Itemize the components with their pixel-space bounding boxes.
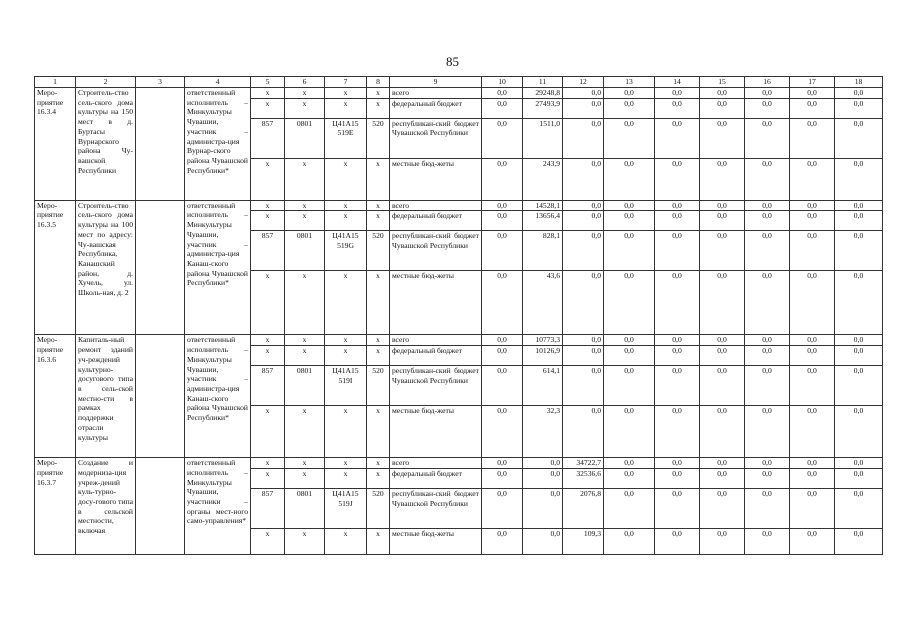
value-cell: 243,9	[523, 158, 563, 200]
funding-source: федеральный бюджет	[390, 98, 482, 118]
code-cell: x	[251, 200, 285, 211]
value-cell: 0,0	[745, 468, 790, 488]
code-cell: x	[367, 458, 390, 469]
value-cell: 0,0	[563, 211, 604, 231]
value-cell: 0,0	[655, 88, 700, 99]
value-cell: 0,0	[563, 406, 604, 458]
value-cell: 0,0	[700, 335, 745, 346]
code-cell: x	[325, 468, 367, 488]
value-cell: 0,0	[700, 118, 745, 158]
code-cell: x	[251, 335, 285, 346]
value-cell: 0,0	[523, 458, 563, 469]
code-cell: 0801	[285, 366, 325, 406]
value-cell: 0,0	[790, 158, 835, 200]
value-cell: 0,0	[835, 88, 883, 99]
value-cell: 0,0	[563, 88, 604, 99]
code-cell: 857	[251, 366, 285, 406]
value-cell: 0,0	[655, 366, 700, 406]
value-cell: 0,0	[482, 88, 523, 99]
value-cell: 0,0	[563, 118, 604, 158]
value-cell: 0,0	[604, 335, 655, 346]
code-cell: x	[251, 88, 285, 99]
event-col3	[136, 200, 185, 335]
value-cell: 0,0	[790, 366, 835, 406]
code-cell: x	[251, 271, 285, 335]
value-cell: 0,0	[604, 406, 655, 458]
value-cell: 0,0	[835, 528, 883, 554]
value-cell: 0,0	[745, 335, 790, 346]
event-col3	[136, 88, 185, 201]
value-cell: 0,0	[604, 98, 655, 118]
code-cell: 0801	[285, 231, 325, 271]
column-header: 3	[136, 77, 185, 88]
value-cell: 0,0	[790, 200, 835, 211]
value-cell: 109,3	[563, 528, 604, 554]
value-cell: 0,0	[655, 458, 700, 469]
funding-source: всего	[390, 88, 482, 99]
code-cell: x	[285, 458, 325, 469]
code-cell: 520	[367, 118, 390, 158]
value-cell: 0,0	[745, 200, 790, 211]
event-executor: ответственный исполнитель – Минкультуры Чувашии, участники – органы мест-ного само-управления*	[185, 458, 251, 555]
value-cell: 32,3	[523, 406, 563, 458]
code-cell: x	[285, 406, 325, 458]
value-cell: 27493,9	[523, 98, 563, 118]
value-cell: 0,0	[700, 468, 745, 488]
code-cell: 857	[251, 488, 285, 528]
value-cell: 10126,9	[523, 346, 563, 366]
value-cell: 0,0	[482, 406, 523, 458]
event-description: Строитель-ство сель-ского дома культуры на 100 мест по адресу: Чу-вашская Республика, Канашский район, д. Хучель, ул. Школь-ная, д. 2	[76, 200, 136, 335]
value-cell: 0,0	[745, 458, 790, 469]
code-cell: x	[325, 200, 367, 211]
value-cell: 0,0	[563, 346, 604, 366]
funding-source: федеральный бюджет	[390, 468, 482, 488]
value-cell: 0,0	[604, 346, 655, 366]
value-cell: 0,0	[482, 468, 523, 488]
funding-source: республикан-ский бюджет Чувашской Республики	[390, 488, 482, 528]
event-description: Создание и модерниза-ция учреж-дений куль-турно-досу-гового типа в сельской местности, включая	[76, 458, 136, 555]
value-cell: 614,1	[523, 366, 563, 406]
value-cell: 0,0	[700, 98, 745, 118]
code-cell: 0801	[285, 488, 325, 528]
value-cell: 0,0	[655, 406, 700, 458]
code-cell: x	[251, 406, 285, 458]
code-cell: 520	[367, 488, 390, 528]
event-executor: ответственный исполнитель – Минкультуры Чувашии, участник – администра-ция Канаш-ского района Чувашской Республики*	[185, 335, 251, 458]
event-col3	[136, 335, 185, 458]
code-cell: 520	[367, 231, 390, 271]
value-cell: 0,0	[700, 211, 745, 231]
value-cell: 0,0	[655, 335, 700, 346]
column-header: 18	[835, 77, 883, 88]
value-cell: 0,0	[835, 98, 883, 118]
value-cell: 0,0	[745, 271, 790, 335]
value-cell: 0,0	[604, 528, 655, 554]
value-cell: 0,0	[604, 211, 655, 231]
table-row	[35, 458, 883, 469]
value-cell: 0,0	[745, 118, 790, 158]
value-cell: 34722,7	[563, 458, 604, 469]
value-cell: 0,0	[604, 231, 655, 271]
code-cell: x	[367, 335, 390, 346]
value-cell: 0,0	[790, 488, 835, 528]
value-cell: 0,0	[482, 118, 523, 158]
value-cell: 0,0	[790, 211, 835, 231]
column-header: 4	[185, 77, 251, 88]
event-number: Меро-приятие 16.3.6	[35, 335, 76, 458]
code-cell: x	[251, 211, 285, 231]
value-cell: 0,0	[482, 488, 523, 528]
code-cell: x	[367, 88, 390, 99]
event-number: Меро-приятие 16.3.7	[35, 458, 76, 555]
value-cell: 0,0	[482, 98, 523, 118]
value-cell: 0,0	[604, 488, 655, 528]
code-cell: x	[285, 88, 325, 99]
code-cell: x	[285, 335, 325, 346]
code-cell: x	[251, 346, 285, 366]
value-cell: 0,0	[700, 366, 745, 406]
column-header: 5	[251, 77, 285, 88]
funding-source: республикан-ский бюджет Чувашской Республики	[390, 366, 482, 406]
column-header: 13	[604, 77, 655, 88]
code-cell: x	[367, 271, 390, 335]
value-cell: 0,0	[655, 528, 700, 554]
value-cell: 0,0	[745, 88, 790, 99]
value-cell: 0,0	[655, 211, 700, 231]
value-cell: 0,0	[523, 488, 563, 528]
code-cell: x	[367, 158, 390, 200]
value-cell: 0,0	[835, 346, 883, 366]
value-cell: 828,1	[523, 231, 563, 271]
code-cell: x	[251, 158, 285, 200]
value-cell: 0,0	[700, 88, 745, 99]
value-cell: 0,0	[604, 458, 655, 469]
column-header: 11	[523, 77, 563, 88]
column-header: 10	[482, 77, 523, 88]
value-cell: 0,0	[835, 118, 883, 158]
column-number-row	[35, 77, 883, 88]
funding-source: республикан-ский бюджет Чувашской Республики	[390, 231, 482, 271]
table-row	[35, 88, 883, 99]
funding-source: республикан-ский бюджет Чувашской Республики	[390, 118, 482, 158]
code-cell: 0801	[285, 118, 325, 158]
column-header: 9	[390, 77, 482, 88]
value-cell: 0,0	[790, 118, 835, 158]
funding-source: федеральный бюджет	[390, 346, 482, 366]
value-cell: 0,0	[835, 468, 883, 488]
value-cell: 0,0	[604, 158, 655, 200]
funding-source: местные бюд-жеты	[390, 406, 482, 458]
column-header: 2	[76, 77, 136, 88]
value-cell: 0,0	[700, 458, 745, 469]
code-cell: x	[285, 211, 325, 231]
event-number: Меро-приятие 16.3.5	[35, 200, 76, 335]
value-cell: 0,0	[835, 488, 883, 528]
value-cell: 0,0	[790, 98, 835, 118]
value-cell: 0,0	[835, 231, 883, 271]
event-col3	[136, 458, 185, 555]
value-cell: 0,0	[745, 528, 790, 554]
value-cell: 0,0	[482, 346, 523, 366]
value-cell: 0,0	[790, 231, 835, 271]
code-cell: x	[367, 468, 390, 488]
value-cell: 0,0	[790, 458, 835, 469]
value-cell: 0,0	[790, 346, 835, 366]
value-cell: 0,0	[700, 231, 745, 271]
value-cell: 0,0	[482, 335, 523, 346]
value-cell: 0,0	[482, 528, 523, 554]
value-cell: 0,0	[835, 271, 883, 335]
value-cell: 0,0	[604, 271, 655, 335]
value-cell: 0,0	[604, 118, 655, 158]
value-cell: 0,0	[745, 366, 790, 406]
code-cell: x	[285, 98, 325, 118]
code-cell: x	[325, 271, 367, 335]
value-cell: 0,0	[655, 200, 700, 211]
value-cell: 0,0	[745, 406, 790, 458]
code-cell: x	[285, 271, 325, 335]
code-cell: x	[285, 158, 325, 200]
value-cell: 0,0	[700, 271, 745, 335]
value-cell: 43,6	[523, 271, 563, 335]
column-header: 7	[325, 77, 367, 88]
code-cell: 520	[367, 366, 390, 406]
value-cell: 0,0	[835, 200, 883, 211]
event-number: Меро-приятие 16.3.4	[35, 88, 76, 201]
value-cell: 0,0	[563, 98, 604, 118]
code-cell: x	[367, 200, 390, 211]
column-header: 17	[790, 77, 835, 88]
value-cell: 0,0	[745, 158, 790, 200]
code-cell: x	[325, 528, 367, 554]
code-cell: 857	[251, 118, 285, 158]
value-cell: 0,0	[482, 458, 523, 469]
value-cell: 0,0	[790, 406, 835, 458]
code-cell: Ц41А15 519J	[325, 488, 367, 528]
value-cell: 0,0	[700, 406, 745, 458]
value-cell: 0,0	[482, 366, 523, 406]
code-cell: x	[285, 200, 325, 211]
code-cell: x	[285, 528, 325, 554]
value-cell: 0,0	[790, 271, 835, 335]
value-cell: 14528,1	[523, 200, 563, 211]
value-cell: 0,0	[790, 88, 835, 99]
page-number: 85	[446, 54, 459, 69]
value-cell: 0,0	[700, 488, 745, 528]
code-cell: x	[285, 346, 325, 366]
value-cell: 0,0	[745, 231, 790, 271]
value-cell: 0,0	[482, 211, 523, 231]
value-cell: 0,0	[745, 98, 790, 118]
value-cell: 0,0	[835, 335, 883, 346]
value-cell: 0,0	[482, 231, 523, 271]
funding-source: местные бюд-жеты	[390, 528, 482, 554]
code-cell: 857	[251, 231, 285, 271]
code-cell: x	[251, 528, 285, 554]
value-cell: 13656,4	[523, 211, 563, 231]
value-cell: 0,0	[700, 528, 745, 554]
funding-source: местные бюд-жеты	[390, 158, 482, 200]
code-cell: x	[325, 158, 367, 200]
value-cell: 32536,6	[563, 468, 604, 488]
value-cell: 0,0	[604, 366, 655, 406]
value-cell: 0,0	[563, 335, 604, 346]
code-cell: x	[325, 458, 367, 469]
event-description: Строитель-ство сель-ского дома культуры на 150 мест в д. Буртасы Вурнарского района Чу-вашской Республики	[76, 88, 136, 201]
value-cell: 0,0	[523, 468, 563, 488]
value-cell: 0,0	[523, 528, 563, 554]
column-header: 1	[35, 77, 76, 88]
value-cell: 0,0	[482, 158, 523, 200]
budget-table	[34, 76, 883, 555]
value-cell: 0,0	[563, 158, 604, 200]
value-cell: 1511,0	[523, 118, 563, 158]
event-description: Капиталь-ный ремонт зданий уч-реждений культурно-досугового типа в сель-ской местно-сти в рамках поддержки отрасли культуры	[76, 335, 136, 458]
code-cell: x	[367, 211, 390, 231]
value-cell: 0,0	[655, 271, 700, 335]
column-header: 12	[563, 77, 604, 88]
value-cell: 0,0	[700, 200, 745, 211]
value-cell: 0,0	[604, 468, 655, 488]
code-cell: x	[251, 98, 285, 118]
value-cell: 0,0	[655, 468, 700, 488]
code-cell: x	[367, 98, 390, 118]
code-cell: x	[367, 528, 390, 554]
value-cell: 0,0	[563, 366, 604, 406]
column-header: 8	[367, 77, 390, 88]
value-cell: 0,0	[790, 335, 835, 346]
value-cell: 0,0	[835, 406, 883, 458]
code-cell: Ц41А15 519Е	[325, 118, 367, 158]
event-executor: ответственный исполнитель – Минкультуры Чувашии, участник – администра-ция Вурнар-ского района Чувашской Республики*	[185, 88, 251, 201]
code-cell: x	[367, 346, 390, 366]
funding-source: местные бюд-жеты	[390, 271, 482, 335]
code-cell: x	[251, 458, 285, 469]
code-cell: x	[251, 468, 285, 488]
column-header: 14	[655, 77, 700, 88]
code-cell: x	[325, 98, 367, 118]
code-cell: x	[285, 468, 325, 488]
value-cell: 0,0	[835, 458, 883, 469]
value-cell: 0,0	[655, 488, 700, 528]
funding-source: всего	[390, 458, 482, 469]
value-cell: 0,0	[655, 118, 700, 158]
column-header: 16	[745, 77, 790, 88]
value-cell: 0,0	[655, 231, 700, 271]
value-cell: 0,0	[482, 200, 523, 211]
funding-source: всего	[390, 200, 482, 211]
column-header: 6	[285, 77, 325, 88]
value-cell: 29248,8	[523, 88, 563, 99]
value-cell: 0,0	[745, 211, 790, 231]
value-cell: 0,0	[563, 200, 604, 211]
funding-source: всего	[390, 335, 482, 346]
value-cell: 0,0	[482, 271, 523, 335]
value-cell: 0,0	[563, 271, 604, 335]
event-executor: ответственный исполнитель – Минкультуры Чувашии, участник – администра-ция Канаш-ского района Чувашской Республики*	[185, 200, 251, 335]
code-cell: Ц41А15 519G	[325, 231, 367, 271]
code-cell: x	[325, 346, 367, 366]
value-cell: 0,0	[604, 88, 655, 99]
code-cell: x	[325, 211, 367, 231]
value-cell: 0,0	[745, 488, 790, 528]
value-cell: 0,0	[604, 200, 655, 211]
code-cell: x	[367, 406, 390, 458]
funding-source: федеральный бюджет	[390, 211, 482, 231]
value-cell: 0,0	[700, 346, 745, 366]
value-cell: 0,0	[655, 158, 700, 200]
value-cell: 0,0	[790, 528, 835, 554]
code-cell: x	[325, 88, 367, 99]
code-cell: Ц41А15 519I	[325, 366, 367, 406]
table-row	[35, 200, 883, 211]
value-cell: 2076,8	[563, 488, 604, 528]
column-header: 15	[700, 77, 745, 88]
value-cell: 0,0	[700, 158, 745, 200]
value-cell: 0,0	[790, 468, 835, 488]
value-cell: 0,0	[655, 346, 700, 366]
code-cell: x	[325, 406, 367, 458]
value-cell: 0,0	[655, 98, 700, 118]
value-cell: 0,0	[835, 366, 883, 406]
table-row	[35, 335, 883, 346]
value-cell: 0,0	[563, 231, 604, 271]
value-cell: 0,0	[835, 211, 883, 231]
value-cell: 0,0	[745, 346, 790, 366]
value-cell: 10773,3	[523, 335, 563, 346]
code-cell: x	[325, 335, 367, 346]
value-cell: 0,0	[835, 158, 883, 200]
